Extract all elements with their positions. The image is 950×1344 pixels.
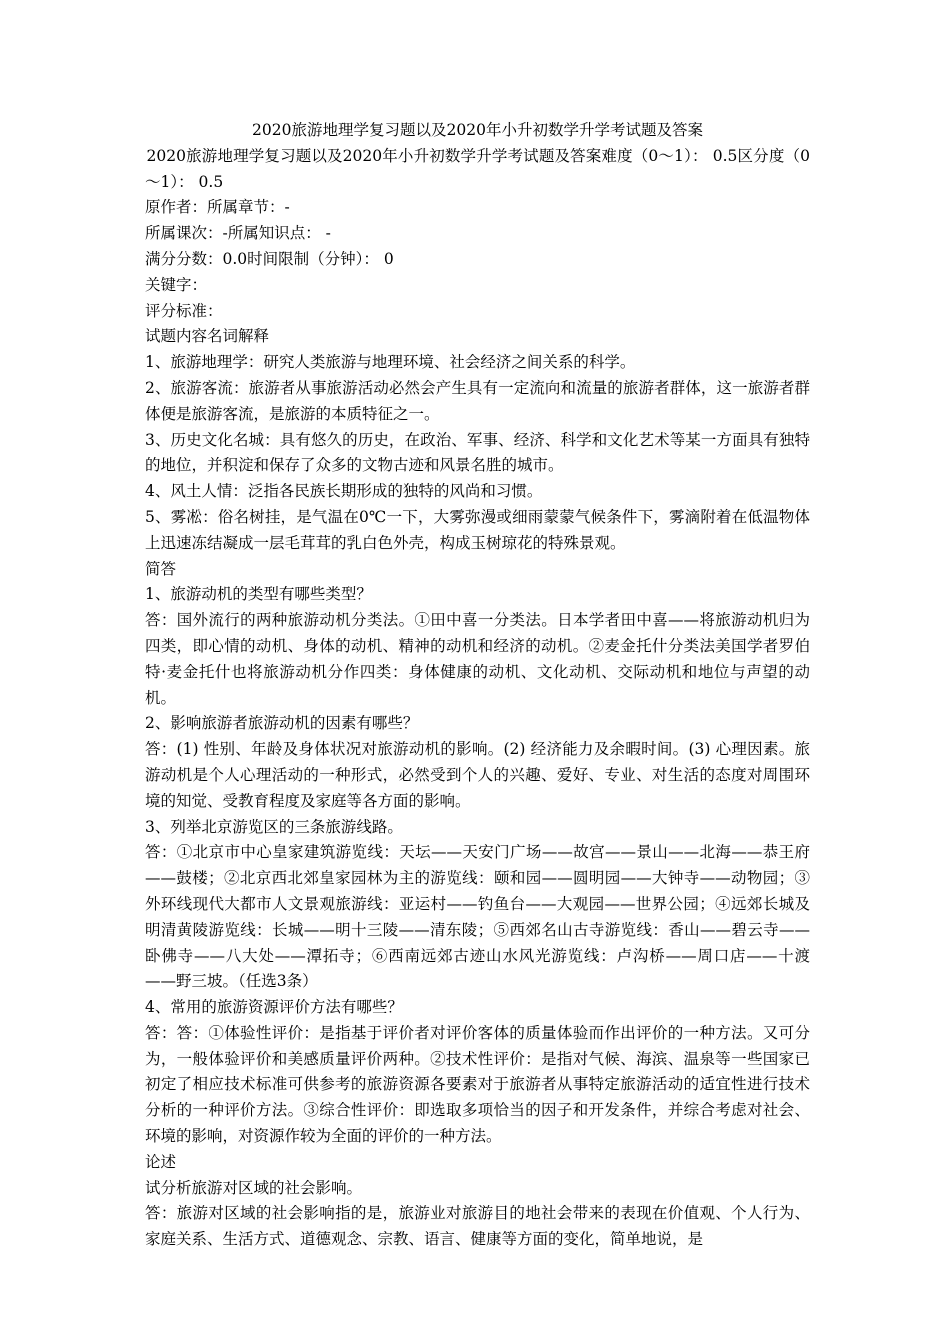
term-4: 4、风土人情：泛指各民族长期形成的独特的风尚和习惯。: [145, 482, 543, 501]
essay-question: 试分析旅游对区域的社会影响。: [145, 1178, 363, 1197]
section-heading-essay: 论述: [145, 1152, 177, 1171]
document-page: [145, 118, 810, 1253]
section-heading-short-answer: 简答: [145, 559, 177, 578]
question-4: 4、常用的旅游资源评价方法有哪些？: [145, 998, 403, 1017]
paragraph-keywords: 关键字：: [145, 275, 208, 294]
term-3: 3、历史文化名城：具有悠久的历史，在政治、军事、经济、科学和文化艺术等某一方面具有独特的地位，并积淀和保存了众多的文物古迹和风景名胜的城市。: [145, 430, 810, 475]
question-1: 1、旅游动机的类型有哪些类型？: [145, 585, 372, 604]
term-1: 1、旅游地理学：研究人类旅游与地理环境、社会经济之间关系的科学。: [145, 353, 636, 372]
paragraph-criteria: 评分标准：: [145, 301, 223, 320]
answer-1: 答：国外流行的两种旅游动机分类法。①田中喜一分类法。日本学者田中喜——将旅游动机归为四类，即心情的动机、身体的动机、精神的动机和经济的动机。②麦金托什分类法美国学者罗伯特·麦金托什也将旅游动机分作四类：身体健康的动机、文化动机、交际动机和地位与声望的动机。: [145, 611, 810, 707]
answer-4: 答：答：①体验性评价：是指基于评价者对评价客体的质量体验而作出评价的一种方法。又可分为，一般体验评价和美感质量评价两种。②技术性评价：是指对气候、海滨、温泉等一些国家已初定了相应技术标准可供参考的旅游资源各要素对于旅游者从事特定旅游活动的适宜性进行技术分析的一种评价方法。③综合性评价：即选取多项恰当的因子和开发条件，并综合考虑对社会、环境的影响，对资源作较为全面的评价的一种方法。: [145, 1023, 810, 1146]
document-title: 2020旅游地理学复习题以及2020年小升初数学升学考试题及答案: [252, 121, 703, 139]
paragraph-score: 满分分数：0.0时间限制（分钟）： 0: [145, 249, 394, 268]
section-heading-terms: 试题内容名词解释: [145, 327, 270, 346]
paragraph-difficulty: 2020旅游地理学复习题以及2020年小升初数学升学考试题及答案难度（0～1）： 0.5区分度（0～1）： 0.5: [145, 146, 810, 191]
answer-3: 答：①北京市中心皇家建筑游览线：天坛——天安门广场——故宫——景山——北海——恭王府——鼓楼；②北京西北郊皇家园林为主的游览线：颐和园——圆明园——大钟寺——动物园；③外环线现代大都市人文景观旅游线：亚运村——钓鱼台——大观园——世界公园；④远郊长城及明清黄陵游览线：长城——明十三陵——清东陵；⑤西郊名山古寺游览线：香山——碧云寺——卧佛寺——八大处——潭拓寺；⑥西南远郊古迹山水风光游览线：卢沟桥——周口店——十渡——野三坡。（任选3条）: [145, 843, 810, 991]
essay-answer: 答：旅游对区域的社会影响指的是，旅游业对旅游目的地社会带来的表现在价值观、个人行为、家庭关系、生活方式、道德观念、宗教、语言、健康等方面的变化，简单地说，是: [145, 1204, 810, 1249]
paragraph-author: 原作者：所属章节：-: [145, 198, 290, 217]
answer-2: 答：(1) 性别、年龄及身体状况对旅游动机的影响。(2) 经济能力及余暇时间。(3) 心理因素。旅游动机是个人心理活动的一种形式，必然受到个人的兴趣、爱好、专业、对生活的态度对周围环境的知觉、受教育程度及家庭等各方面的影响。: [145, 740, 810, 810]
question-2: 2、影响旅游者旅游动机的因素有哪些？: [145, 714, 419, 733]
term-2: 2、旅游客流：旅游者从事旅游活动必然会产生具有一定流向和流量的旅游者群体，这一旅游者群体便是旅游客流，是旅游的本质特征之一。: [145, 378, 810, 423]
paragraph-lesson: 所属课次：-所属知识点： -: [145, 224, 331, 243]
term-5: 5、雾凇：俗名树挂，是气温在0℃一下，大雾弥漫或细雨蒙蒙气候条件下，雾滴附着在低温物体上迅速冻结凝成一层毛茸茸的乳白色外壳，构成玉树琼花的特殊景观。: [145, 507, 810, 552]
question-3: 3、列举北京游览区的三条旅游线路。: [145, 817, 403, 836]
